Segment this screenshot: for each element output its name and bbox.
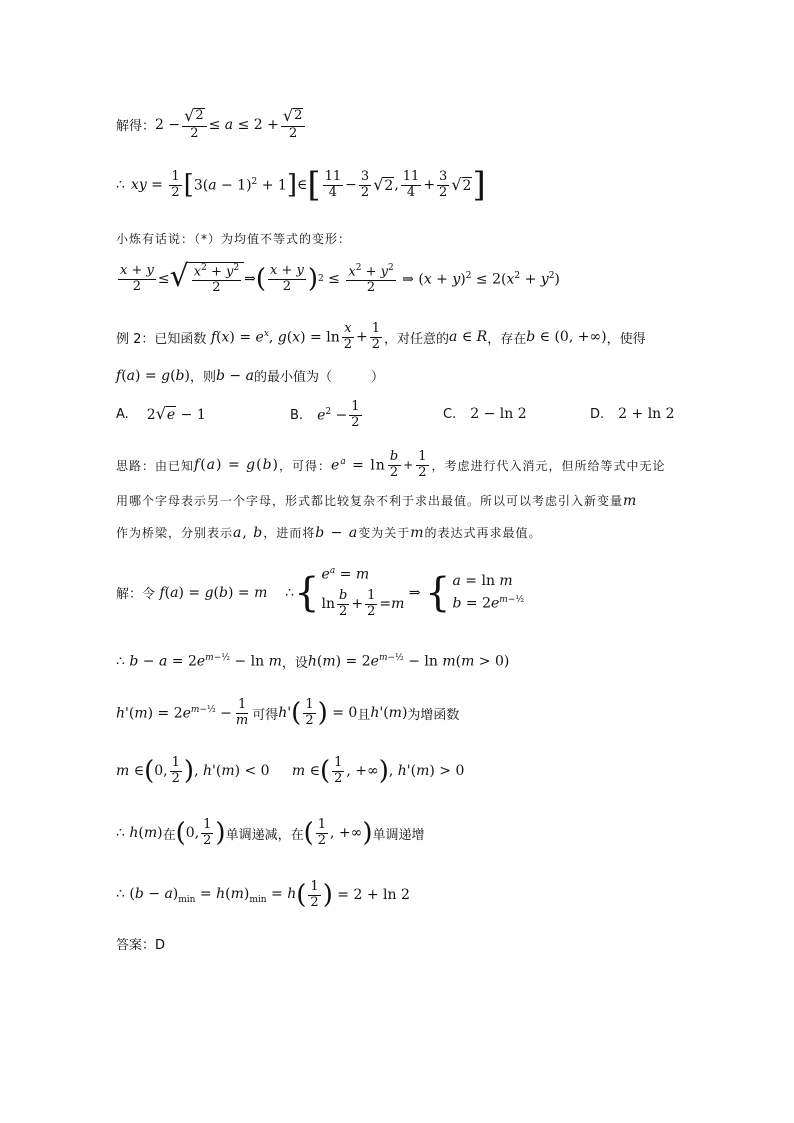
line-derivative: $h'(m) = 2e^{m-\frac{1}{2}}$ − $\frac{1}{m}$ 可得 h' ( $\frac{1}{2}$ ) = 0 且 h'(m) 为增函数 bbox=[116, 697, 460, 729]
thinking-line-3: 作为桥梁，分别表示 a, b ，进而将 b − a 变为关于 m 的表达式再求最值。 bbox=[116, 524, 542, 541]
line-inequality-chain: $\frac{x + y}{2}$ ≤ √ $\frac{x^2 + y^2}{2}$ ⇒ ( $\frac{x + y}{2}$ ) 2 ≤ $\frac{x^2 + y^2}{2}$ ⇒ $(x + y)^2 \le 2(x^2 + y^2)$ bbox=[120, 259, 560, 296]
answer: 答案：D bbox=[116, 938, 166, 953]
option-b: B. $e^2$ − $\frac{1}{2}$ bbox=[290, 399, 360, 430]
label-solve: 解得： bbox=[116, 119, 156, 135]
line-sign-analysis: m ∈ ( 0, $\frac{1}{2}$ ) , h'(m) < 0 m ∈ ( $\frac{1}{2}$ , +∞ ) , h'(m) > 0 bbox=[116, 755, 465, 787]
line-monotonic: ∴ h(m) 在 ( 0, $\frac{1}{2}$ ) 单调递减，在 ( $\frac{1}{2}$ , +∞ ) 单调递增 bbox=[116, 817, 425, 849]
therefore-symbol: ∴ bbox=[116, 177, 125, 193]
note-remark: 小炼有话说：（*）为均值不等式的变形： bbox=[116, 232, 352, 246]
thinking-line-2: 用哪个字母表示另一个字母，形式都比较复杂不利于求出最值。所以可以考虑引入新变量 m bbox=[116, 492, 638, 509]
line-solve-range: 解得： 2 − √ 2 2 ≤ a ≤ 2 + √ 2 2 bbox=[116, 108, 307, 142]
example-2-statement: 例 2：已知函数 $f(x) = e^x$, g(x) = ln $\frac{x}{2}$ + $\frac{1}{2}$ ，对任意的 a ∈ R ，存在 b ∈ (0, +∞) ，使得 bbox=[116, 321, 646, 352]
thinking-line-1: 思路：由已知 f(a) = g(b) ，可得： $e^a = \ln$ $\frac{b}{2}$ + $\frac{1}{2}$ ，考虑进行代入消元，但所给等式中无论 bbox=[116, 449, 666, 480]
option-d: D. 2 + ln 2 bbox=[590, 406, 675, 422]
line-b-minus-a: ∴ $b - a = 2e^{m-\frac{1}{2}} - \ln m$ ，设 $h(m) = 2e^{m-\frac{1}{2}} - \ln m(m > 0)$ bbox=[116, 653, 510, 671]
fraction: √ 2 2 bbox=[281, 108, 305, 142]
option-a: A. 2 √ e − 1 bbox=[116, 404, 206, 423]
line-xy-range: ∴ xy = $\frac{1}{2}$ [ $3(a - 1)^2 + 1$ ] ∈ [ $\frac{11}{4}$ − $\frac{3}{2}$ √ 2 , $\frac{11}{4}$ + $\frac{3}{2}$ √ 2 ] bbox=[116, 165, 486, 205]
solution-system: 解：令 f(a) = g(b) = m ∴ { $e^a = m$ ln $\frac{b}{2}$ + $\frac{1}{2}$ = m ⇒ { a = ln m $b = 2e^{m-\frac{1}{2}}$ bbox=[116, 566, 525, 619]
fraction: √ 2 2 bbox=[182, 108, 206, 142]
option-c: C. 2 − ln 2 bbox=[443, 406, 527, 422]
example-2-question: f(a) = g(b) ，则 b − a 的最小值为（ ） bbox=[116, 367, 384, 385]
line-minimum: ∴ $(b - a)_{min} = h(m)_{min} = h$ ( $\frac{1}{2}$ ) = 2 + ln 2 bbox=[116, 879, 410, 911]
